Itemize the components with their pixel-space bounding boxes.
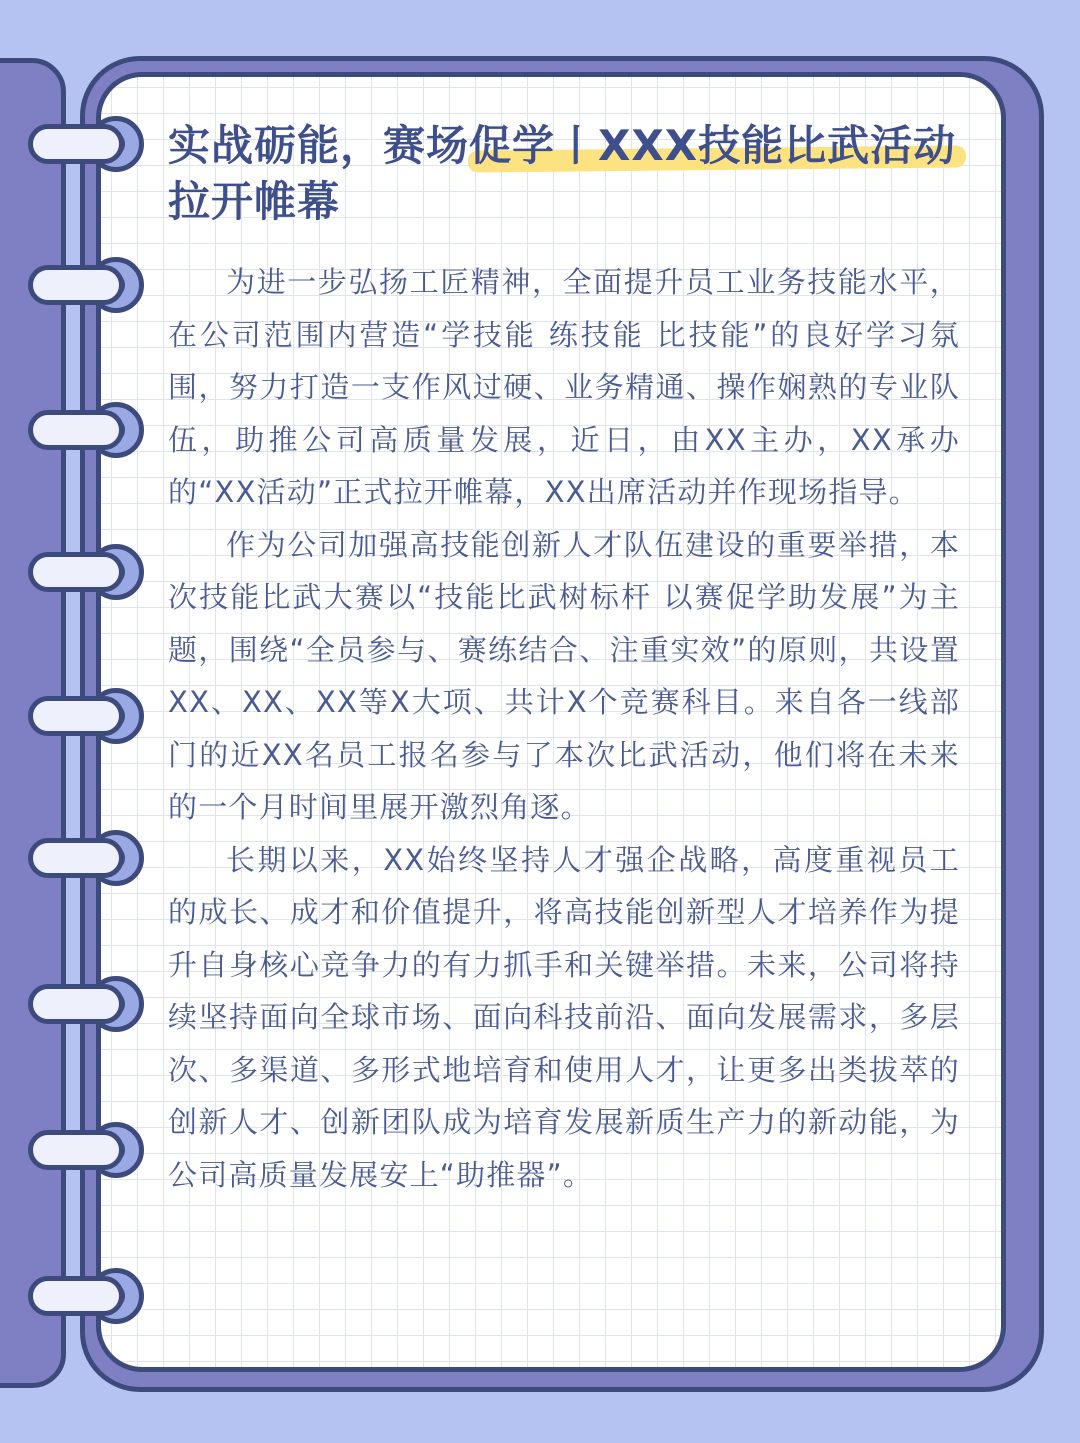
article-title-text: 实战砺能，赛场促学丨XXX技能比武活动拉开帷幕 (168, 121, 957, 226)
binder-ring (28, 984, 142, 1026)
binder-ring (28, 1130, 142, 1172)
article-title (168, 118, 960, 230)
binder-ring (28, 410, 142, 452)
binder-ring (28, 838, 142, 880)
binder-ring (28, 696, 142, 738)
article-paragraph-2: 作为公司加强高技能创新人才队伍建设的重要举措，本次技能比武大赛以“技能比武树标杆 以赛促学助发展”为主题，围绕“全员参与、赛练结合、注重实效”的原则，共设置XX、XX、XX等X大项、共计X个竞赛科目。来自各一线部门的近XX名员工报名参与了本次比武活动，他们将在未来的一个月时间里展开激烈角逐。 (168, 527, 960, 824)
binder-ring (28, 552, 142, 594)
article-paragraph-3: 长期以来，XX始终坚持人才强企战略，高度重视员工的成长、成才和价值提升，将高技能创新型人才培养作为提升自身核心竞争力的有力抓手和关键举措。未来，公司将持续坚持面向全球市场、面向科技前沿、面向发展需求，多层次、多渠道、多形式地培育和使用人才，让更多出类拔萃的创新人才、创新团队成为培育发展新质生产力的新动能，为公司高质量发展安上“助推器”。 (168, 842, 960, 1192)
article-paragraph-1: 为进一步弘扬工匠精神，全面提升员工业务技能水平，在公司范围内营造“学技能 练技能 比技能”的良好学习氛围，努力打造一支作风过硬、业务精通、操作娴熟的专业队伍，助推公司高质量发展，近日，由XX主办，XX承办的“XX活动”正式拉开帷幕，XX出席活动并作现场指导。 (168, 265, 960, 509)
binder-ring (28, 265, 142, 307)
article (168, 118, 960, 1201)
binder-ring (28, 1276, 142, 1318)
binder-ring (28, 124, 142, 166)
